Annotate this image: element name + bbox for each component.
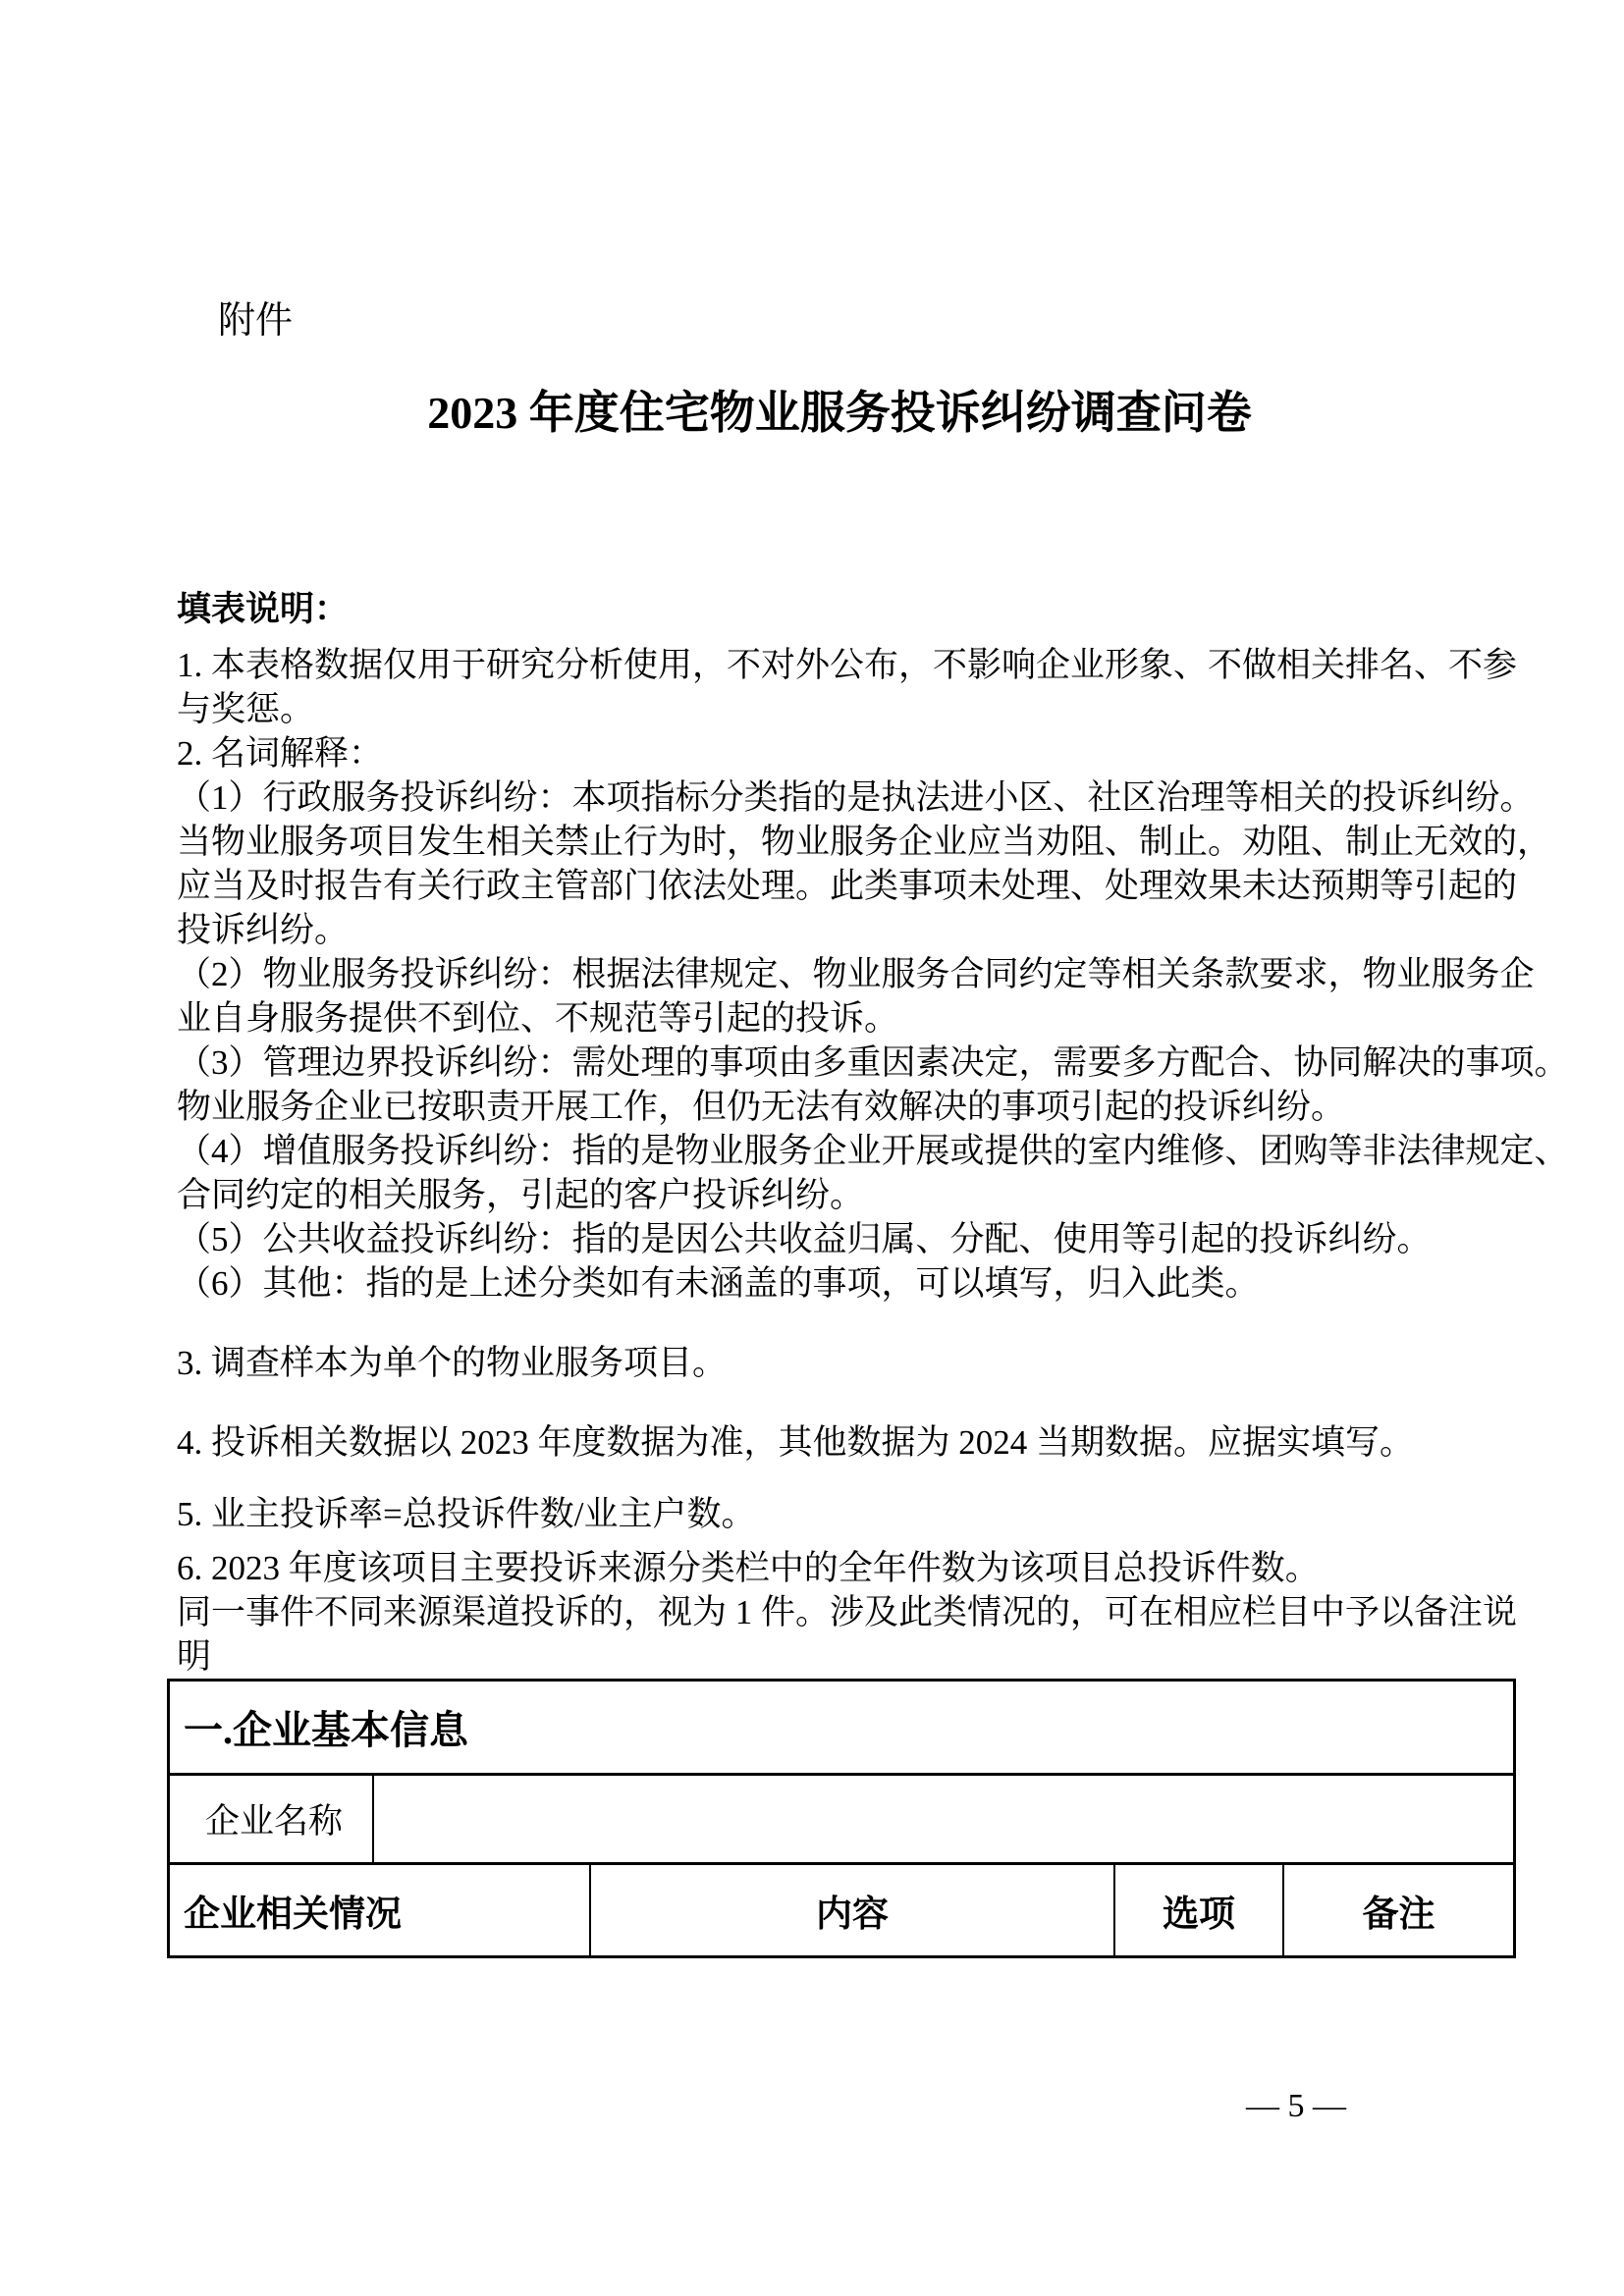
- attachment-label: 附件: [218, 300, 294, 342]
- company-info-table: [167, 1679, 1516, 1958]
- note-definition-1: [177, 775, 1552, 952]
- note-line: 2. 名词解释：: [177, 734, 384, 773]
- section-title: 一.企业基本信息: [184, 1708, 468, 1752]
- note-item-1: [177, 643, 1518, 731]
- note-definition-5: [177, 1217, 1502, 1261]
- column-header-situation: 企业相关情况: [184, 1895, 402, 1935]
- company-name-input-cell[interactable]: [372, 1776, 1513, 1862]
- note-line: 与奖惩。: [177, 690, 315, 728]
- note-line: （3）管理边界投诉纠纷：需处理的事项由多重因素决定，需要多方配合、协同解决的事项。: [177, 1043, 1569, 1082]
- note-item-5: [177, 1492, 1502, 1536]
- column-header-remark: 备注: [1282, 1865, 1513, 1955]
- note-line: （5）公共收益投诉纠纷：指的是因公共收益归属、分配、使用等引起的投诉纠纷。: [177, 1220, 1432, 1258]
- note-line: 1. 本表格数据仅用于研究分析使用，不对外公布，不影响企业形象、不做相关排名、不参: [177, 646, 1518, 684]
- note-definition-4: [177, 1129, 1569, 1217]
- note-line: （1）行政服务投诉纠纷：本项指标分类指的是执法进小区、社区治理等相关的投诉纠纷。: [177, 778, 1535, 817]
- note-line: （2）物业服务投诉纠纷：根据法律规定、物业服务合同约定等相关条款要求，物业服务企: [177, 955, 1535, 993]
- note-line: 明: [177, 1637, 212, 1676]
- column-header-option: 选项: [1113, 1865, 1282, 1955]
- note-line: 3. 调查样本为单个的物业服务项目。: [177, 1344, 728, 1382]
- note-line: 投诉纠纷。: [177, 911, 350, 949]
- note-line: （6）其他：指的是上述分类如有未涵盖的事项，可以填写，归入此类。: [177, 1264, 1260, 1303]
- note-definition-3: [177, 1041, 1569, 1129]
- note-line: 5. 业主投诉率=总投诉件数/业主户数。: [177, 1495, 756, 1533]
- note-line: 物业服务企业已按职责开展工作，但仍无法有效解决的事项引起的投诉纠纷。: [177, 1088, 1346, 1126]
- note-line: 业自身服务提供不到位、不规范等引起的投诉。: [177, 999, 899, 1038]
- column-header-content: 内容: [589, 1865, 1113, 1955]
- note-line: 4. 投诉相关数据以 2023 年度数据为准，其他数据为 2024 当期数据。应据实填写。: [177, 1423, 1415, 1462]
- note-line: 应当及时报告有关行政主管部门依法处理。此类事项未处理、处理效果未达预期等引起的: [177, 867, 1518, 905]
- note-line: 同一事件不同来源渠道投诉的，视为 1 件。涉及此类情况的，可在相应栏目中予以备注说: [177, 1593, 1518, 1631]
- note-item-2: [177, 731, 1502, 775]
- note-definition-2: [177, 952, 1535, 1041]
- fill-instructions-heading: 填表说明：: [177, 590, 350, 628]
- note-item-6: [177, 1546, 1518, 1679]
- page-number: — 5 —: [1246, 2088, 1346, 2124]
- company-name-label: 企业名称: [205, 1802, 344, 1841]
- note-line: 合同约定的相关服务，引起的客户投诉纠纷。: [177, 1176, 865, 1214]
- table-header-row: [170, 1862, 1513, 1955]
- note-line: 当物业服务项目发生相关禁止行为时，物业服务企业应当劝阻、制止。劝阻、制止无效的，: [177, 823, 1552, 861]
- company-name-row: [170, 1773, 1513, 1862]
- note-line: （4）增值服务投诉纠纷：指的是物业服务企业开展或提供的室内维修、团购等非法律规定、: [177, 1132, 1569, 1170]
- note-definition-6: [177, 1261, 1502, 1306]
- note-item-4: [177, 1420, 1502, 1465]
- document-title: 2023 年度住宅物业服务投诉纠纷调查问卷: [427, 388, 1252, 438]
- note-line: 6. 2023 年度该项目主要投诉来源分类栏中的全年件数为该项目总投诉件数。: [177, 1549, 1320, 1587]
- table-section-row: [170, 1682, 1513, 1773]
- note-item-3: [177, 1341, 1502, 1385]
